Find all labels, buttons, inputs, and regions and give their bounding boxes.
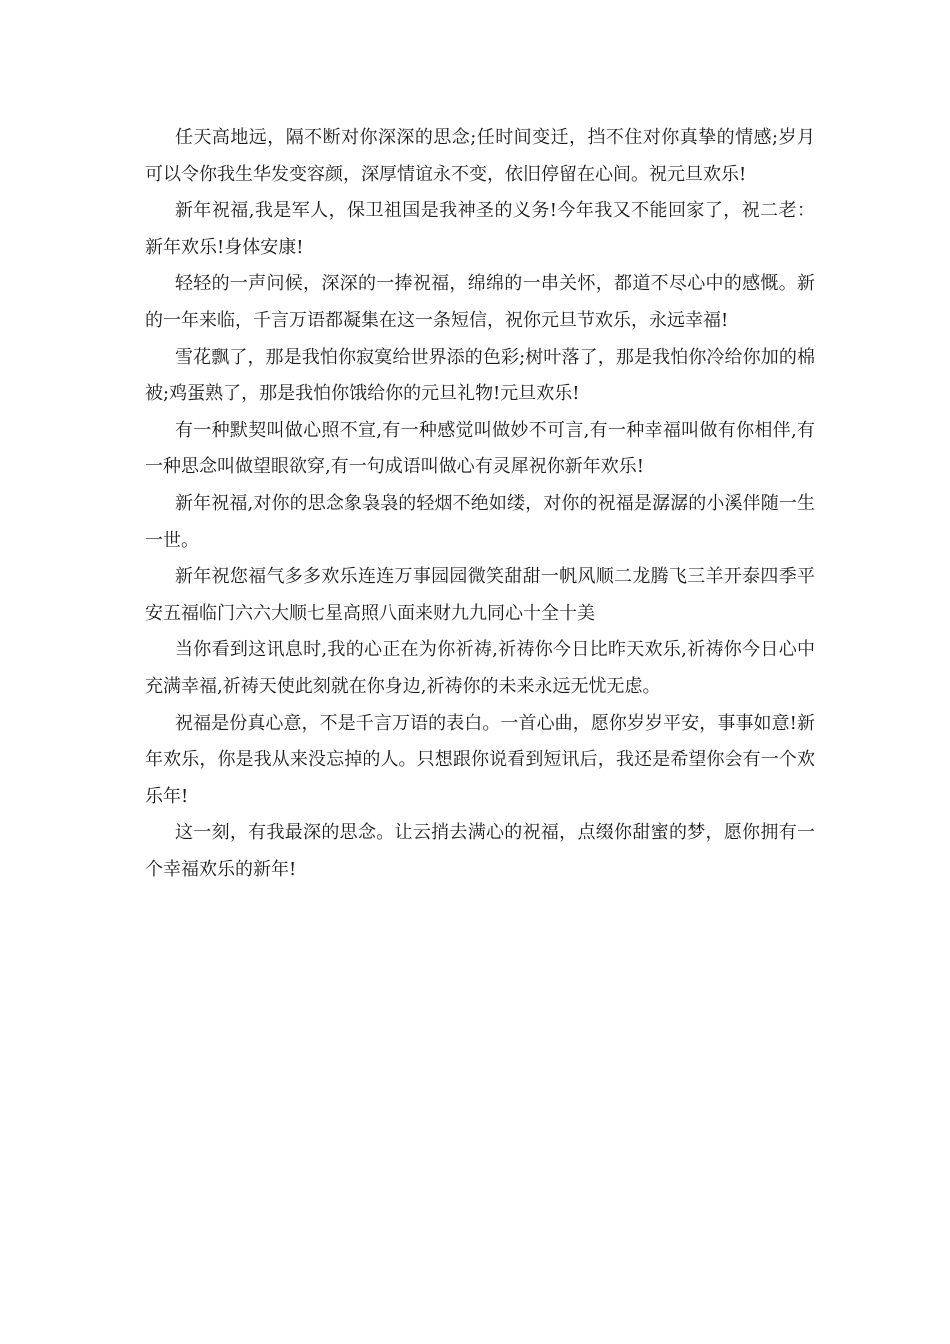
paragraph-5: 有一种默契叫做心照不宣,有一种感觉叫做妙不可言,有一种幸福叫做有你相伴,有一种思念叫做望眼欲穿,有一句成语叫做心有灵犀祝你新年欢乐! xyxy=(145,419,815,478)
paragraph-6: 新年祝福,对你的思念象袅袅的轻烟不绝如缕，对你的祝福是潺潺的小溪伴随一生一世。 xyxy=(145,492,815,551)
document-body xyxy=(145,120,815,888)
paragraph-2: 新年祝福,我是军人，保卫祖国是我神圣的义务!今年我又不能回家了，祝二老：新年欢乐!身体安康! xyxy=(145,200,815,258)
paragraph-8: 当你看到这讯息时,我的心正在为你祈祷,祈祷你今日比昨天欢乐,祈祷你今日心中充满幸福,祈祷天使此刻就在你身边,祈祷你的未来永远无忧无虑。 xyxy=(145,639,815,697)
paragraph-3: 轻轻的一声问候，深深的一捧祝福，绵绵的一串关怀，都道不尽心中的感慨。新的一年来临，千言万语都凝集在这一条短信，祝你元旦节欢乐，永远幸福! xyxy=(145,273,815,331)
paragraph-10: 这一刻，有我最深的思念。让云捎去满心的祝福，点缀你甜蜜的梦，愿你拥有一个幸福欢乐的新年! xyxy=(145,822,815,880)
paragraph-7: 新年祝您福气多多欢乐连连万事园园微笑甜甜一帆风顺二龙腾飞三羊开泰四季平安五福临门六六大顺七星高照八面来财九九同心十全十美 xyxy=(145,566,815,624)
paragraph-4: 雪花飘了，那是我怕你寂寞给世界添的色彩;树叶落了，那是我怕你冷给你加的棉被;鸡蛋熟了，那是我怕你饿给你的元旦礼物!元旦欢乐! xyxy=(145,346,815,405)
paragraph-9: 祝福是份真心意，不是千言万语的表白。一首心曲，愿你岁岁平安，事事如意!新年欢乐，你是我从来没忘掉的人。只想跟你说看到短讯后，我还是希望你会有一个欢乐年! xyxy=(145,712,815,807)
paragraph-1: 任天高地远，隔不断对你深深的思念;任时间变迁，挡不住对你真挚的情感;岁月可以令你我生华发变容颜，深厚情谊永不变，依旧停留在心间。祝元旦欢乐! xyxy=(145,127,815,185)
